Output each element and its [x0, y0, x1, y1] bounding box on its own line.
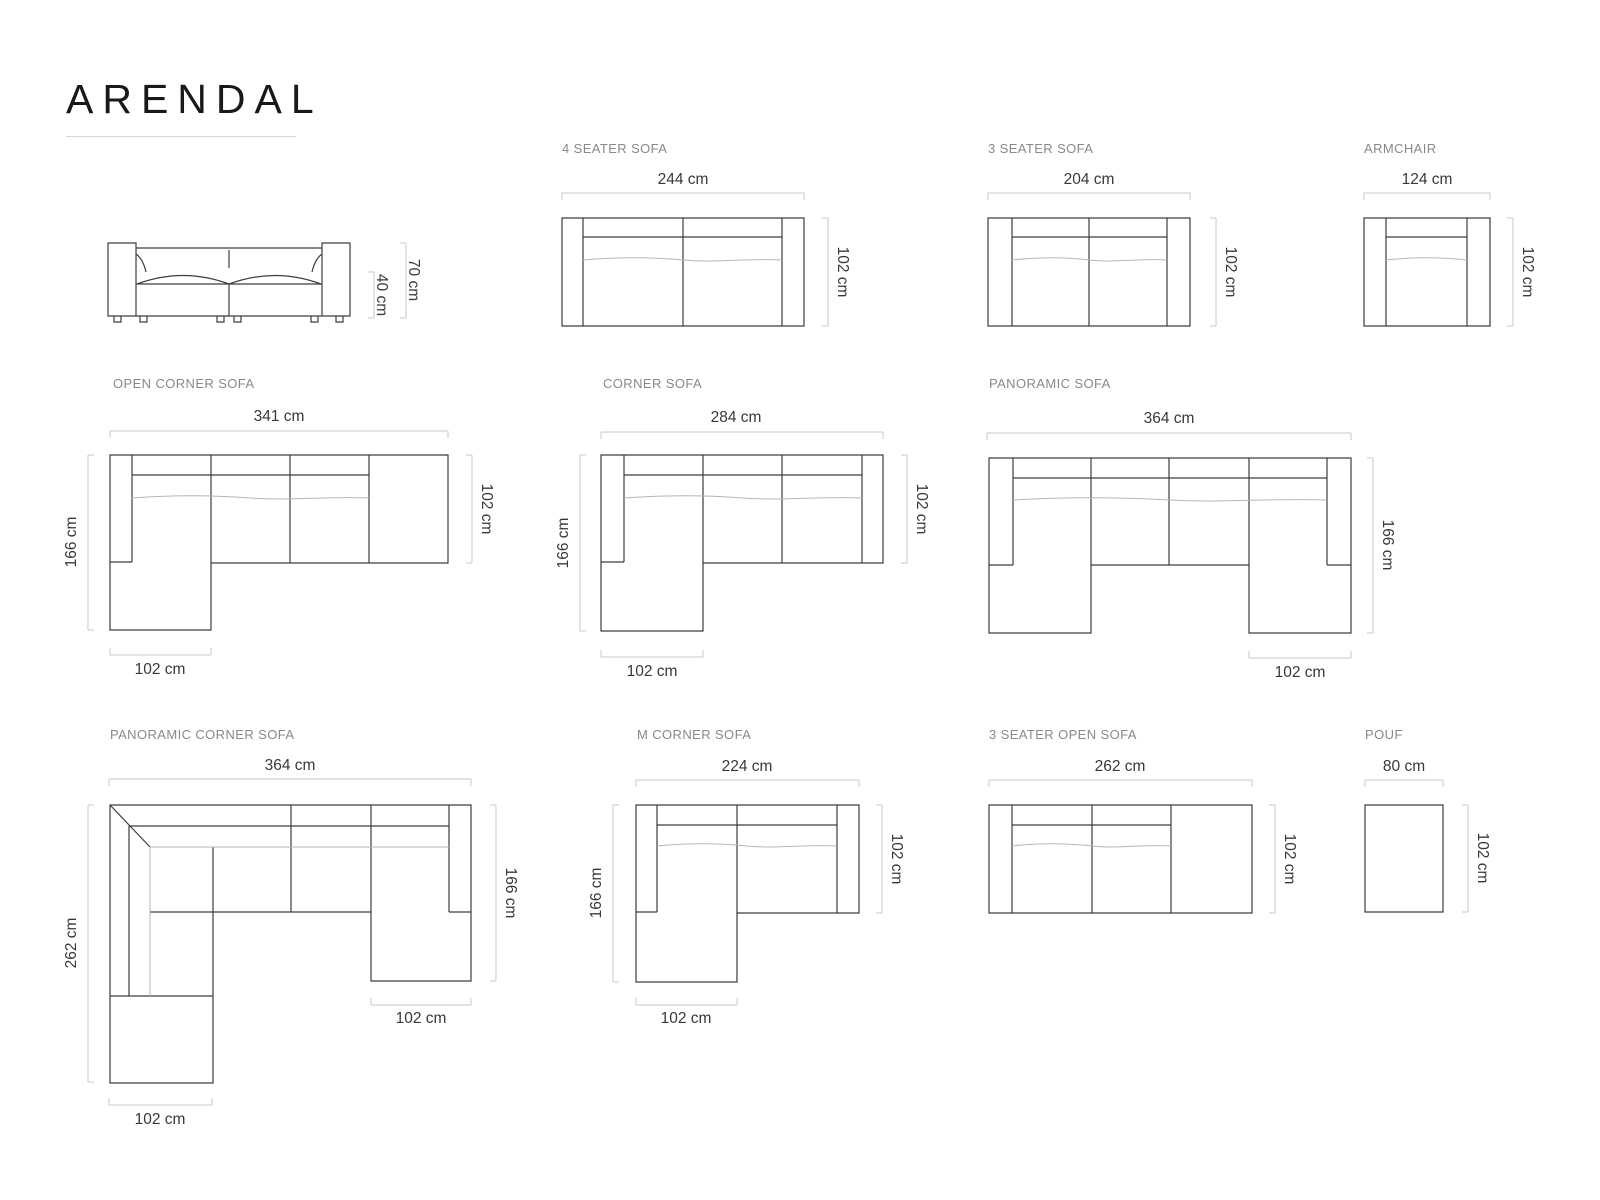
cushion-line [624, 496, 862, 499]
dimension-lines [1365, 780, 1468, 912]
dim-corner-depth: 102 cm [913, 483, 930, 535]
three-seater-drawing [988, 193, 1216, 326]
sofa-outline [562, 218, 804, 326]
label-three-seater-open: 3 SEATER OPEN SOFA [989, 727, 1137, 742]
page-title: ARENDAL [66, 76, 323, 122]
dim-panoramic-corner-right-chaise: 102 cm [395, 1010, 447, 1027]
open-corner-drawing [88, 431, 472, 655]
dim-m-corner-total-depth: 166 cm [588, 867, 605, 919]
side-view-drawing [108, 243, 406, 322]
dim-pouf-width: 80 cm [1382, 758, 1426, 775]
dim-m-corner-chaise: 102 cm [660, 1010, 712, 1027]
sofa-outline [989, 458, 1351, 633]
panoramic-drawing [987, 433, 1373, 658]
dimension-lines [88, 431, 472, 655]
dim-armchair-width: 124 cm [1401, 171, 1453, 188]
dim-three-seater-depth: 102 cm [1222, 246, 1239, 298]
label-armchair: ARMCHAIR [1364, 141, 1437, 156]
dim-armchair-depth: 102 cm [1519, 246, 1536, 298]
label-three-seater: 3 SEATER SOFA [988, 141, 1094, 156]
sofa-outline [988, 218, 1190, 326]
label-corner: CORNER SOFA [603, 376, 703, 391]
label-open-corner: OPEN CORNER SOFA [113, 376, 255, 391]
cushion-line [150, 847, 449, 996]
sofa-outline [636, 805, 859, 982]
dim-panoramic-chaise: 102 cm [1274, 664, 1326, 681]
cushion-line [132, 496, 369, 499]
label-four-seater: 4 SEATER SOFA [562, 141, 668, 156]
dim-three-seater-open-depth: 102 cm [1281, 833, 1298, 885]
dim-m-corner-width: 224 cm [721, 758, 773, 775]
sofa-outline [601, 455, 883, 631]
dim-pouf-depth: 102 cm [1474, 832, 1491, 884]
dim-corner-chaise: 102 cm [626, 663, 678, 680]
dim-open-corner-total-depth: 166 cm [63, 516, 80, 568]
dimension-lines [562, 193, 828, 326]
three-seater-open-drawing [989, 780, 1275, 913]
dim-three-seater-open-width: 262 cm [1094, 758, 1146, 775]
dim-m-corner-depth: 102 cm [888, 833, 905, 885]
dim-panoramic-corner-bottom-chaise: 102 cm [134, 1111, 186, 1128]
cushion-line [657, 844, 837, 847]
dim-panoramic-corner-right-depth: 166 cm [502, 867, 519, 919]
dim-three-seater-width: 204 cm [1063, 171, 1115, 188]
label-panoramic-corner: PANORAMIC CORNER SOFA [110, 727, 295, 742]
cushion-line [1013, 498, 1327, 501]
panoramic-corner-drawing [88, 779, 496, 1105]
cushion-line [1386, 258, 1467, 260]
pouf-drawing [1365, 780, 1468, 912]
dim-panoramic-width: 364 cm [1143, 410, 1195, 427]
dim-side-view-total-height: 70 cm [405, 258, 422, 302]
label-pouf: POUF [1365, 727, 1403, 742]
sofa-outline [1364, 218, 1490, 326]
dimension-lines [580, 432, 907, 657]
dim-four-seater-width: 244 cm [657, 171, 709, 188]
dim-open-corner-width: 341 cm [253, 408, 305, 425]
dim-side-view-seat-height: 40 cm [373, 273, 390, 317]
dim-panoramic-total-depth: 166 cm [1379, 519, 1396, 571]
dim-corner-total-depth: 166 cm [555, 517, 572, 569]
dim-panoramic-corner-left-depth: 262 cm [63, 917, 80, 969]
dimension-lines [987, 433, 1373, 658]
dimension-lines [988, 193, 1216, 326]
sofa-outline [108, 243, 350, 322]
sofa-outline [989, 805, 1252, 913]
dim-four-seater-depth: 102 cm [834, 246, 851, 298]
dim-open-corner-depth: 102 cm [478, 483, 495, 535]
sofa-outline [110, 455, 448, 630]
armchair-drawing [1364, 193, 1513, 326]
dimension-lines [88, 779, 496, 1105]
corner-drawing [580, 432, 907, 657]
dim-corner-width: 284 cm [710, 409, 762, 426]
sofa-outline [1365, 805, 1443, 912]
dim-open-corner-chaise: 102 cm [134, 661, 186, 678]
m-corner-drawing [613, 780, 882, 1005]
dim-panoramic-corner-width: 364 cm [264, 757, 316, 774]
label-panoramic: PANORAMIC SOFA [989, 376, 1111, 391]
label-m-corner: M CORNER SOFA [637, 727, 752, 742]
dimension-lines [613, 780, 882, 1005]
four-seater-drawing [562, 193, 828, 326]
